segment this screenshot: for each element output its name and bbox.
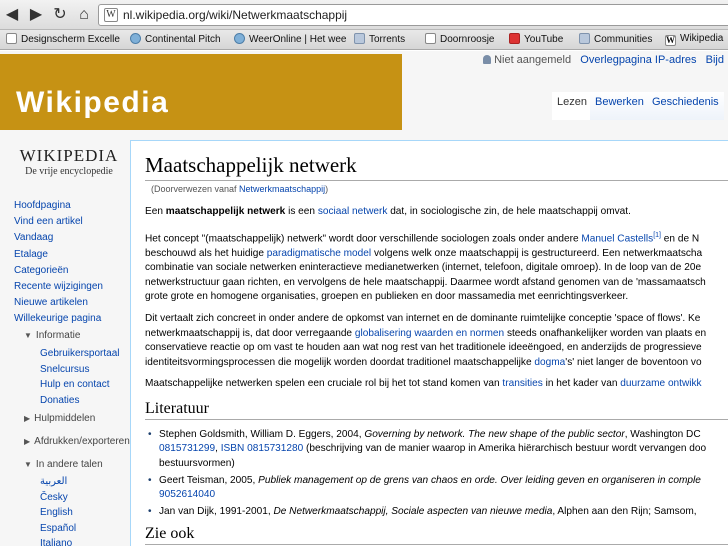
personal-tools bbox=[483, 54, 724, 66]
not-logged-in-label: Niet aangemeld bbox=[494, 54, 572, 66]
sidebar-item-categorieen[interactable]: Categorieën bbox=[14, 264, 69, 276]
list-item: • Stephen Goldsmith, William D. Eggers, 2004, Governing by network. The new shape of the public sector, Washington DC 0815731299, ISBN 0815731280 (beschrijving van de manier waarop in Amerika hiërarchisch bestuur wordt vervangen doo bestuursvormen) bbox=[145, 428, 728, 472]
sidebar-item-snelcursus[interactable]: Snelcursus bbox=[40, 363, 90, 375]
reload-icon[interactable]: ↻ bbox=[53, 6, 67, 23]
sidebar bbox=[14, 198, 134, 546]
folder-icon bbox=[354, 33, 365, 44]
page-icon bbox=[425, 33, 436, 44]
triangle-down-icon: ▼ bbox=[24, 460, 32, 469]
sidebar-item-vind-artikel[interactable]: Vind een artikel bbox=[14, 216, 83, 228]
bookmark-doornroosje[interactable]: Doornroosje bbox=[425, 33, 494, 45]
sidebar-item-donaties[interactable]: Donaties bbox=[40, 394, 80, 406]
sidebar-item-etalage[interactable]: Etalage bbox=[14, 248, 48, 260]
sidebar-item-nieuwe-artikelen[interactable]: Nieuwe artikelen bbox=[14, 297, 88, 309]
heading-literatuur: Literatuur bbox=[145, 400, 728, 420]
paragraph-intro: Een maatschappelijk netwerk is een sociaal netwerk dat, in sociologische zin, de hele maatschappij omvat. bbox=[145, 206, 631, 217]
sidebar-item-willekeurige-pagina[interactable]: Willekeurige pagina bbox=[14, 313, 102, 325]
paragraph-concept: Het concept "(maatschappelijk) netwerk" wordt door verschillende sociologen zoals onder andere Manuel Castells[1] en de N beschouwd als het huidige paradigmatische model volgens welk onze maatschappij is gestructureerd. Een netwerkmaatscha combinatie van sociale netwerken eninteractieve medianetwerken (internet, telefoon, digitale omroep). In de loop van de 20e netwerkstructuur gaan richten, en vervolgens de hele maatschappij. Daarmee wordt afstand genomen van de 'massamaatsch grote grote en homogene organisaties, groepen en publieken en door massamedia met eenrichtingsverkeer. bbox=[145, 231, 706, 303]
portal-hulpmiddelen[interactable]: ▶ Hulpmiddelen bbox=[24, 413, 96, 424]
sidebar-item-gebruikersportaal[interactable]: Gebruikersportaal bbox=[40, 348, 120, 359]
sidebar-item-lang-arabic[interactable]: العربية bbox=[40, 476, 68, 487]
list-item: • Geert Teisman, 2005, Publiek management op de grens van chaos en orde. Over leiding geven en organiseren in comple 9052614040 bbox=[145, 474, 728, 503]
url-text[interactable]: nl.wikipedia.org/wiki/Netwerkmaatschappij bbox=[123, 8, 348, 22]
link-paradigmatische-model[interactable]: paradigmatische model bbox=[266, 247, 372, 259]
sidebar-item-lang-italian[interactable]: Italiano bbox=[40, 538, 73, 546]
bookmark-continental-pitch[interactable]: Continental Pitch bbox=[130, 33, 221, 45]
isbn-link[interactable]: 0815731299 bbox=[159, 443, 216, 455]
link-sociaal-netwerk[interactable]: sociaal netwerk bbox=[317, 206, 388, 217]
paragraph-concreet: Dit vertaalt zich concreet in onder andere de opkomst van internet en de dominante ruimtelijke conceptie 'space of flows'. Ke netwerkmaatschappij is, dat door verregaande globalisering waarden en normen steeds onafhankelijker worden van plaats en conservatieve reactie op om vast te houden aan wat nog rest van het traditionele ideeëngoed, en anderzijds de progressieve identiteitsvormingsprocessen die mogelijk worden doordat traditionel maatschappelijke dogma's' niet langer de boventoon vo bbox=[145, 312, 707, 368]
paragraph-transities: Maatschappelijke netwerken spelen een cruciale rol bij het tot stand komen van transities in het kader van duurzame ontwikk bbox=[145, 378, 702, 390]
page-title: Maatschappelijk netwerk bbox=[145, 153, 728, 181]
languages-list bbox=[40, 474, 76, 546]
portal-andere-talen[interactable]: ▼ In andere talen bbox=[24, 459, 103, 470]
redirect-link[interactable]: Netwerkmaatschappij bbox=[239, 184, 326, 194]
isbn-link[interactable]: 9052614040 bbox=[159, 489, 216, 501]
ip-talk-link[interactable]: Overlegpagina IP-adres bbox=[580, 54, 697, 66]
folder-icon bbox=[579, 33, 590, 44]
heading-zie-ook: Zie ook bbox=[145, 525, 728, 545]
logo-tagline: De vrije encyclopedie bbox=[25, 166, 113, 177]
sidebar-item-lang-english[interactable]: English bbox=[40, 507, 73, 518]
forward-arrow-icon[interactable]: ▶ bbox=[29, 6, 43, 23]
list-item: • Jan van Dijk, 1991-2001, De Netwerkmaatschappij, Sociale aspecten van nieuwe media, Alphen aan den Rijn; Samsom, bbox=[145, 505, 728, 520]
portal-informatie[interactable]: ▼ Informatie bbox=[24, 330, 81, 341]
home-icon[interactable]: ⌂ bbox=[79, 6, 89, 23]
triangle-down-icon: ▼ bbox=[24, 331, 32, 340]
link-globalisering[interactable]: globalisering bbox=[354, 327, 412, 339]
portal-afdrukken[interactable]: ▶ Afdrukken/exporteren bbox=[24, 436, 130, 447]
bookmark-communities[interactable]: Communities bbox=[579, 33, 652, 45]
logo-wordmark: WIKIPEDIA bbox=[19, 146, 119, 165]
banner-label: Wikipedia bbox=[16, 86, 170, 119]
wikipedia-logo[interactable] bbox=[14, 146, 124, 177]
isbn-link[interactable]: ISBN 0815731280 bbox=[220, 443, 304, 455]
user-icon bbox=[483, 55, 491, 64]
globe-icon bbox=[130, 33, 141, 44]
triangle-right-icon: ▶ bbox=[24, 437, 31, 446]
browser-toolbar bbox=[0, 0, 728, 30]
footnote-link[interactable]: [1] bbox=[653, 231, 661, 239]
link-transities[interactable]: transities bbox=[502, 378, 543, 390]
tab-geschiedenis[interactable]: Geschiedenis bbox=[647, 92, 724, 120]
tab-lezen[interactable]: Lezen bbox=[552, 92, 592, 120]
sidebar-item-recente-wijzigingen[interactable]: Recente wijzigingen bbox=[14, 280, 103, 292]
sidebar-item-hoofdpagina[interactable]: Hoofdpagina bbox=[14, 200, 71, 211]
triangle-right-icon: ▶ bbox=[24, 414, 31, 423]
bookmark-weeronline[interactable]: WeerOnline | Het wee bbox=[234, 33, 346, 45]
link-manuel-castells[interactable]: Manuel Castells bbox=[581, 232, 654, 244]
youtube-icon bbox=[509, 33, 520, 44]
page-icon bbox=[6, 33, 17, 44]
bookmark-designscherm[interactable]: Designscherm Excelle bbox=[6, 33, 120, 45]
sidebar-item-hulp-en-contact[interactable]: Hulp en contact bbox=[40, 379, 110, 390]
link-dogma[interactable]: dogma bbox=[534, 356, 566, 368]
article-content bbox=[130, 140, 728, 546]
address-bar[interactable] bbox=[98, 4, 728, 26]
globe-icon bbox=[234, 33, 245, 44]
bookmark-youtube[interactable]: YouTube bbox=[509, 33, 563, 45]
link-waarden-en-normen[interactable]: waarden en normen bbox=[414, 327, 505, 339]
informatie-list bbox=[40, 346, 119, 408]
back-arrow-icon[interactable]: ◀ bbox=[5, 6, 19, 23]
bookmark-wikipedia[interactable]: W Wikipedia bbox=[666, 33, 724, 45]
link-duurzame-ontwikkeling[interactable]: duurzame ontwikk bbox=[620, 378, 702, 390]
bookmark-torrents[interactable]: Torrents bbox=[354, 33, 405, 45]
tab-bewerken[interactable]: Bewerken bbox=[590, 92, 649, 120]
literature-list bbox=[145, 428, 728, 520]
wikipedia-favicon-icon: W bbox=[104, 8, 118, 22]
wikipedia-icon: W bbox=[666, 35, 675, 45]
sidebar-item-lang-czech[interactable]: Česky bbox=[40, 491, 68, 503]
bookmarks-bar bbox=[0, 30, 728, 50]
contributions-link[interactable]: Bijd bbox=[705, 54, 724, 66]
sidebar-item-lang-spanish[interactable]: Español bbox=[40, 522, 77, 534]
wikipedia-title-banner bbox=[0, 54, 402, 130]
sidebar-item-vandaag[interactable]: Vandaag bbox=[14, 232, 54, 244]
redirect-notice: (Doorverwezen vanaf Netwerkmaatschappij) bbox=[151, 184, 329, 194]
